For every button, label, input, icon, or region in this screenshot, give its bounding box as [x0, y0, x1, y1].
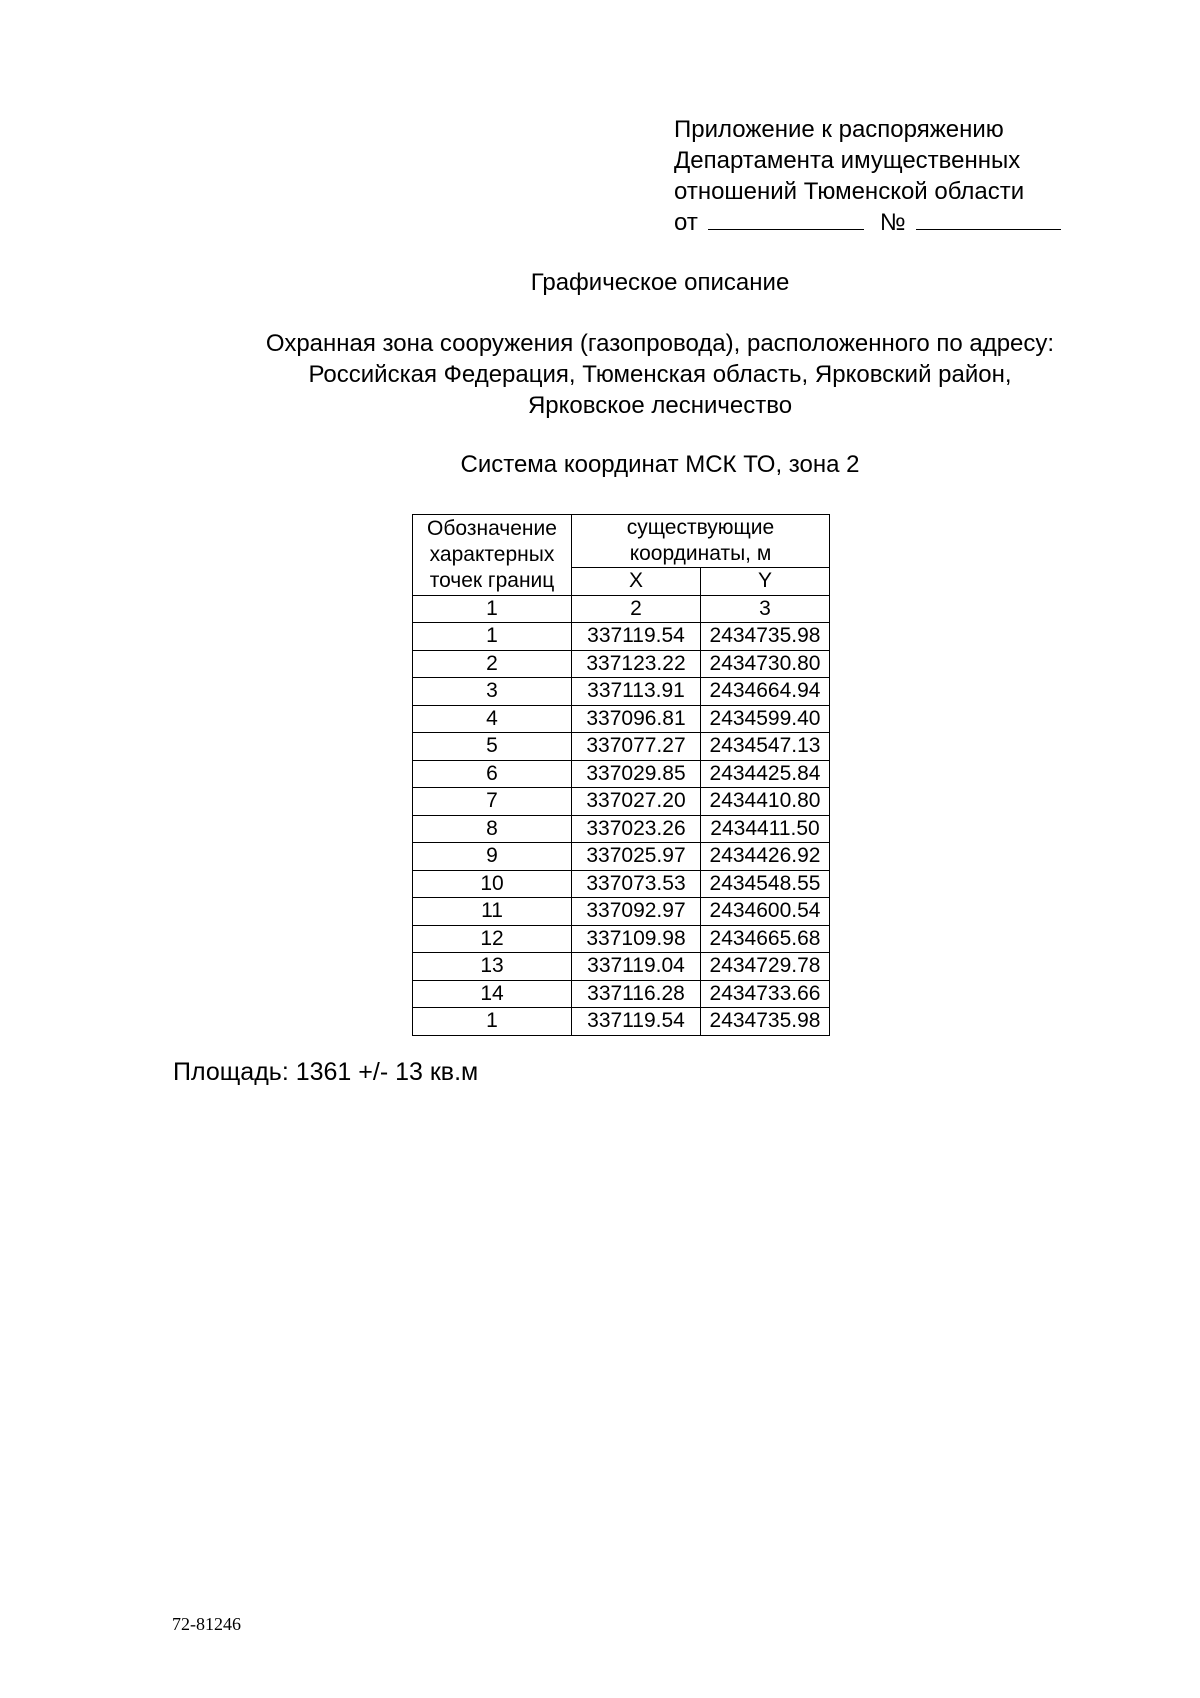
number-sign: №: [879, 209, 906, 236]
table-row: [413, 870, 830, 898]
date-blank: [708, 209, 864, 230]
y-coordinate-cell: 2434547.13: [701, 733, 830, 761]
coordinates-table: [412, 514, 830, 1036]
number-blank: [916, 209, 1061, 230]
y-coordinate-cell: 2434665.68: [701, 925, 830, 953]
x-coordinate-cell: 337109.98: [572, 925, 701, 953]
y-coordinate-cell: 2434410.80: [701, 788, 830, 816]
table-row: [413, 705, 830, 733]
point-id-cell: 12: [413, 925, 572, 953]
object-line-1: Охранная зона сооружения (газопровода), расположенного по адресу:: [265, 330, 1055, 357]
coordinates-table-body: [413, 515, 830, 1036]
y-coordinate-cell: 2434735.98: [701, 623, 830, 651]
x-coordinate-cell: 337077.27: [572, 733, 701, 761]
x-coordinate-cell: 337025.97: [572, 843, 701, 871]
header-coords-line-2: координаты, м: [629, 542, 772, 565]
x-coordinate-cell: 337096.81: [572, 705, 701, 733]
y-coordinate-cell: 2434664.94: [701, 678, 830, 706]
x-coordinate-cell: 337113.91: [572, 678, 701, 706]
header-x: X: [572, 568, 701, 596]
table-row: [413, 980, 830, 1008]
y-coordinate-cell: 2434548.55: [701, 870, 830, 898]
x-coordinate-cell: 337119.54: [572, 1008, 701, 1036]
point-id-cell: 1: [413, 1008, 572, 1036]
x-coordinate-cell: 337029.85: [572, 760, 701, 788]
table-header-row: [413, 515, 830, 568]
document-title: Графическое описание: [530, 269, 790, 296]
header-point-cell: [413, 515, 572, 596]
appendix-header: [674, 114, 1061, 238]
table-row: [413, 843, 830, 871]
point-id-cell: 2: [413, 650, 572, 678]
appendix-line-1: Приложение к распоряжению: [674, 116, 1004, 143]
point-id-cell: 5: [413, 733, 572, 761]
x-coordinate-cell: 337092.97: [572, 898, 701, 926]
colnum-2: 2: [572, 595, 701, 623]
point-id-cell: 11: [413, 898, 572, 926]
x-coordinate-cell: 337119.54: [572, 623, 701, 651]
header-coords-line-1: существующие: [626, 516, 775, 539]
x-coordinate-cell: 337073.53: [572, 870, 701, 898]
header-point-line-2: характерных: [429, 542, 555, 566]
header-coords-cell: [572, 515, 830, 568]
date-prefix: от: [674, 209, 698, 236]
appendix-line-2: Департамента имущественных: [674, 147, 1021, 174]
table-row: [413, 623, 830, 651]
y-coordinate-cell: 2434599.40: [701, 705, 830, 733]
y-coordinate-cell: 2434729.78: [701, 953, 830, 981]
y-coordinate-cell: 2434735.98: [701, 1008, 830, 1036]
table-row: [413, 733, 830, 761]
table-colnum-row: [413, 595, 830, 623]
x-coordinate-cell: 337023.26: [572, 815, 701, 843]
x-coordinate-cell: 337116.28: [572, 980, 701, 1008]
table-row: [413, 788, 830, 816]
y-coordinate-cell: 2434600.54: [701, 898, 830, 926]
object-line-2: Российская Федерация, Тюменская область, Ярковский район,: [308, 361, 1012, 388]
point-id-cell: 1: [413, 623, 572, 651]
y-coordinate-cell: 2434730.80: [701, 650, 830, 678]
x-coordinate-cell: 337119.04: [572, 953, 701, 981]
y-coordinate-cell: 2434411.50: [701, 815, 830, 843]
area-text: Площадь: 1361 +/- 13 кв.м: [173, 1058, 479, 1086]
point-id-cell: 13: [413, 953, 572, 981]
table-row: [413, 953, 830, 981]
table-row: [413, 1008, 830, 1036]
colnum-3: 3: [701, 595, 830, 623]
header-point-line-3: точек границ: [429, 568, 555, 592]
appendix-line-3: отношений Тюменской области: [674, 178, 1025, 205]
point-id-cell: 14: [413, 980, 572, 1008]
point-id-cell: 6: [413, 760, 572, 788]
point-id-cell: 4: [413, 705, 572, 733]
x-coordinate-cell: 337027.20: [572, 788, 701, 816]
table-row: [413, 898, 830, 926]
coordinate-system: Система координат МСК ТО, зона 2: [460, 451, 860, 478]
point-id-cell: 10: [413, 870, 572, 898]
point-id-cell: 3: [413, 678, 572, 706]
y-coordinate-cell: 2434733.66: [701, 980, 830, 1008]
table-row: [413, 650, 830, 678]
y-coordinate-cell: 2434426.92: [701, 843, 830, 871]
table-row: [413, 925, 830, 953]
object-description: [60, 328, 1200, 421]
header-point-line-1: Обозначение: [427, 516, 557, 540]
x-coordinate-cell: 337123.22: [572, 650, 701, 678]
table-row: [413, 815, 830, 843]
point-id-cell: 7: [413, 788, 572, 816]
colnum-1: 1: [413, 595, 572, 623]
point-id-cell: 9: [413, 843, 572, 871]
y-coordinate-cell: 2434425.84: [701, 760, 830, 788]
table-row: [413, 678, 830, 706]
object-line-3: Ярковское лесничество: [527, 392, 793, 419]
table-row: [413, 760, 830, 788]
point-id-cell: 8: [413, 815, 572, 843]
header-y: Y: [701, 568, 830, 596]
appendix-date-number-line: [674, 207, 1061, 238]
document-number: 72-81246: [172, 1614, 241, 1634]
